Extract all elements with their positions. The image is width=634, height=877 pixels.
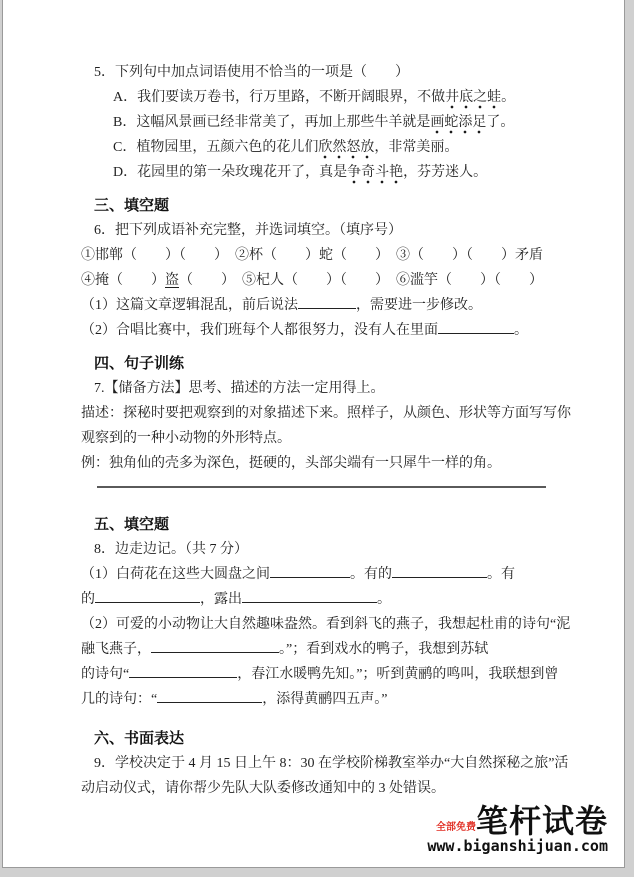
sub-question-text: 几的诗句：“ xyxy=(81,692,158,707)
idiom-row-2 xyxy=(81,268,554,293)
question-8-sub-1-line-1 xyxy=(81,562,554,587)
question-5-stem: 5．下列句中加点词语使用不恰当的一项是（ ） xyxy=(94,65,409,80)
sub-question-text: 的 xyxy=(81,592,95,607)
section-divider xyxy=(97,486,546,488)
sub-question-text: （1）这篇文章逻辑混乱，前后说法 xyxy=(81,298,298,313)
option-text: ，芬芳迷人。 xyxy=(403,165,488,180)
watermark-brand-row xyxy=(427,805,608,837)
sub-question-text: 的诗句“ xyxy=(81,667,130,682)
option-text: 了。 xyxy=(486,115,515,130)
sub-question-text: ，需要进一步修改。 xyxy=(356,298,482,313)
question-5-option-d xyxy=(81,160,554,185)
question-6-stem: 6．把下列成语补充完整，并选词填空。（填序号） xyxy=(94,223,402,238)
sub-question-text: （2）合唱比赛中，我们班每个人都很努力，没有人在里面 xyxy=(81,323,438,338)
emphasized-idiom: 画蛇添足 xyxy=(430,115,486,134)
option-text: D．花园里的第一朵玫瑰花开了，真是 xyxy=(113,165,348,180)
option-text: B．这幅风景画已经非常美了，再加上那些牛羊就是 xyxy=(113,115,431,130)
sub-question-text: 融飞燕子， xyxy=(81,642,151,657)
sub-question-text: 。 xyxy=(377,592,391,607)
answer-blank xyxy=(298,304,356,309)
question-7-example-line: 例：独角仙的壳多为深色，挺硬的，头部尖端有一只犀牛一样的角。 xyxy=(81,456,501,471)
section-heading-6: 六、书面表达 xyxy=(94,730,185,747)
question-8-sub-1-line-2 xyxy=(81,587,554,612)
question-5-option-b xyxy=(81,110,554,135)
answer-blank xyxy=(95,598,200,603)
sub-question-text: 。有的 xyxy=(350,567,392,582)
sub-question-text: （1）白荷花在这些大圆盘之间 xyxy=(81,567,270,582)
sub-question-text: ，添得黄鹂四五声。” xyxy=(262,692,388,707)
watermark-tagline: 全部免费 xyxy=(435,822,476,833)
question-7-body-line-2: 观察到的一种小动物的外形特点。 xyxy=(81,431,291,446)
question-7-body-line-1: 描述：探秘时要把观察到的对象描述下来。照样子，从颜色、形状等方面写写你 xyxy=(81,406,571,421)
sub-question-text: ，春江水暖鸭先知。”；听到黄鹂的鸣叫，我联想到曾 xyxy=(237,667,559,682)
question-9-line-1: 9．学校决定于 4 月 15 日上午 8：30 在学校阶梯教室举办“大自然探秘之旅”活 xyxy=(94,756,569,771)
watermark-url: www.biganshijuan.com xyxy=(427,837,608,855)
question-6-sub-1 xyxy=(81,293,554,318)
sub-question-text: 。 xyxy=(514,323,528,338)
question-8-stem: 8．边走边记。（共 7 分） xyxy=(94,542,248,557)
answer-blank xyxy=(438,329,514,334)
question-9-line-2: 动启动仪式，请你帮少先队大队委修改通知中的 3 处错误。 xyxy=(81,781,445,796)
answer-blank xyxy=(242,598,377,603)
sub-question-text: 。有 xyxy=(487,567,515,582)
question-8-sub-2-line-1: （2）可爱的小动物让大自然趣味盎然。看到斜飞的燕子，我想起杜甫的诗句“泥 xyxy=(81,617,571,632)
sub-question-text: ，露出 xyxy=(200,592,242,607)
answer-blank xyxy=(157,698,262,703)
section-heading-5: 五、填空题 xyxy=(94,516,170,533)
question-8-sub-2-line-2 xyxy=(81,637,554,662)
answer-blank xyxy=(392,573,487,578)
idiom-text: （ ） ⑤杞人（ ）（ ） ⑥滥竽（ ）（ ） xyxy=(179,273,543,288)
exam-paper-page xyxy=(2,0,625,868)
answer-blank xyxy=(129,673,237,678)
option-text: 。 xyxy=(501,90,516,105)
exam-content xyxy=(3,0,624,801)
emphasized-idiom: 井底之蛙 xyxy=(445,90,501,109)
answer-blank xyxy=(151,648,279,653)
question-6-sub-2 xyxy=(81,318,554,343)
emphasized-idiom: 欣然怒放 xyxy=(318,140,374,159)
idiom-row-1: ①邯郸（ ）（ ） ②杯（ ）蛇（ ） ③（ ）（ ）矛盾 xyxy=(81,248,543,263)
question-5-option-a xyxy=(81,85,554,110)
question-5-option-c xyxy=(81,135,554,160)
option-text: ，非常美丽。 xyxy=(374,140,459,155)
question-8-sub-2-line-4 xyxy=(81,687,554,712)
idiom-text: ④掩（ ） xyxy=(81,273,165,288)
watermark-brand-name: 笔杆试卷 xyxy=(475,803,608,839)
option-text: A．我们要读万卷书，行万里路，不断开阔眼界，不做 xyxy=(113,90,446,105)
option-text: C．植物园里，五颜六色的花儿们 xyxy=(113,140,319,155)
question-7-stem: 7.【储备方法】思考、描述的方法一定用得上。 xyxy=(94,381,385,396)
underlined-char: 盗 xyxy=(165,273,179,288)
section-heading-4: 四、句子训练 xyxy=(94,355,185,372)
section-heading-3: 三、填空题 xyxy=(94,197,170,214)
brand-watermark xyxy=(427,805,608,855)
sub-question-text: 。”；看到戏水的鸭子，我想到苏轼 xyxy=(279,642,489,657)
answer-blank xyxy=(270,573,350,578)
question-8-sub-2-line-3 xyxy=(81,662,559,687)
emphasized-idiom: 争奇斗艳 xyxy=(347,165,403,184)
